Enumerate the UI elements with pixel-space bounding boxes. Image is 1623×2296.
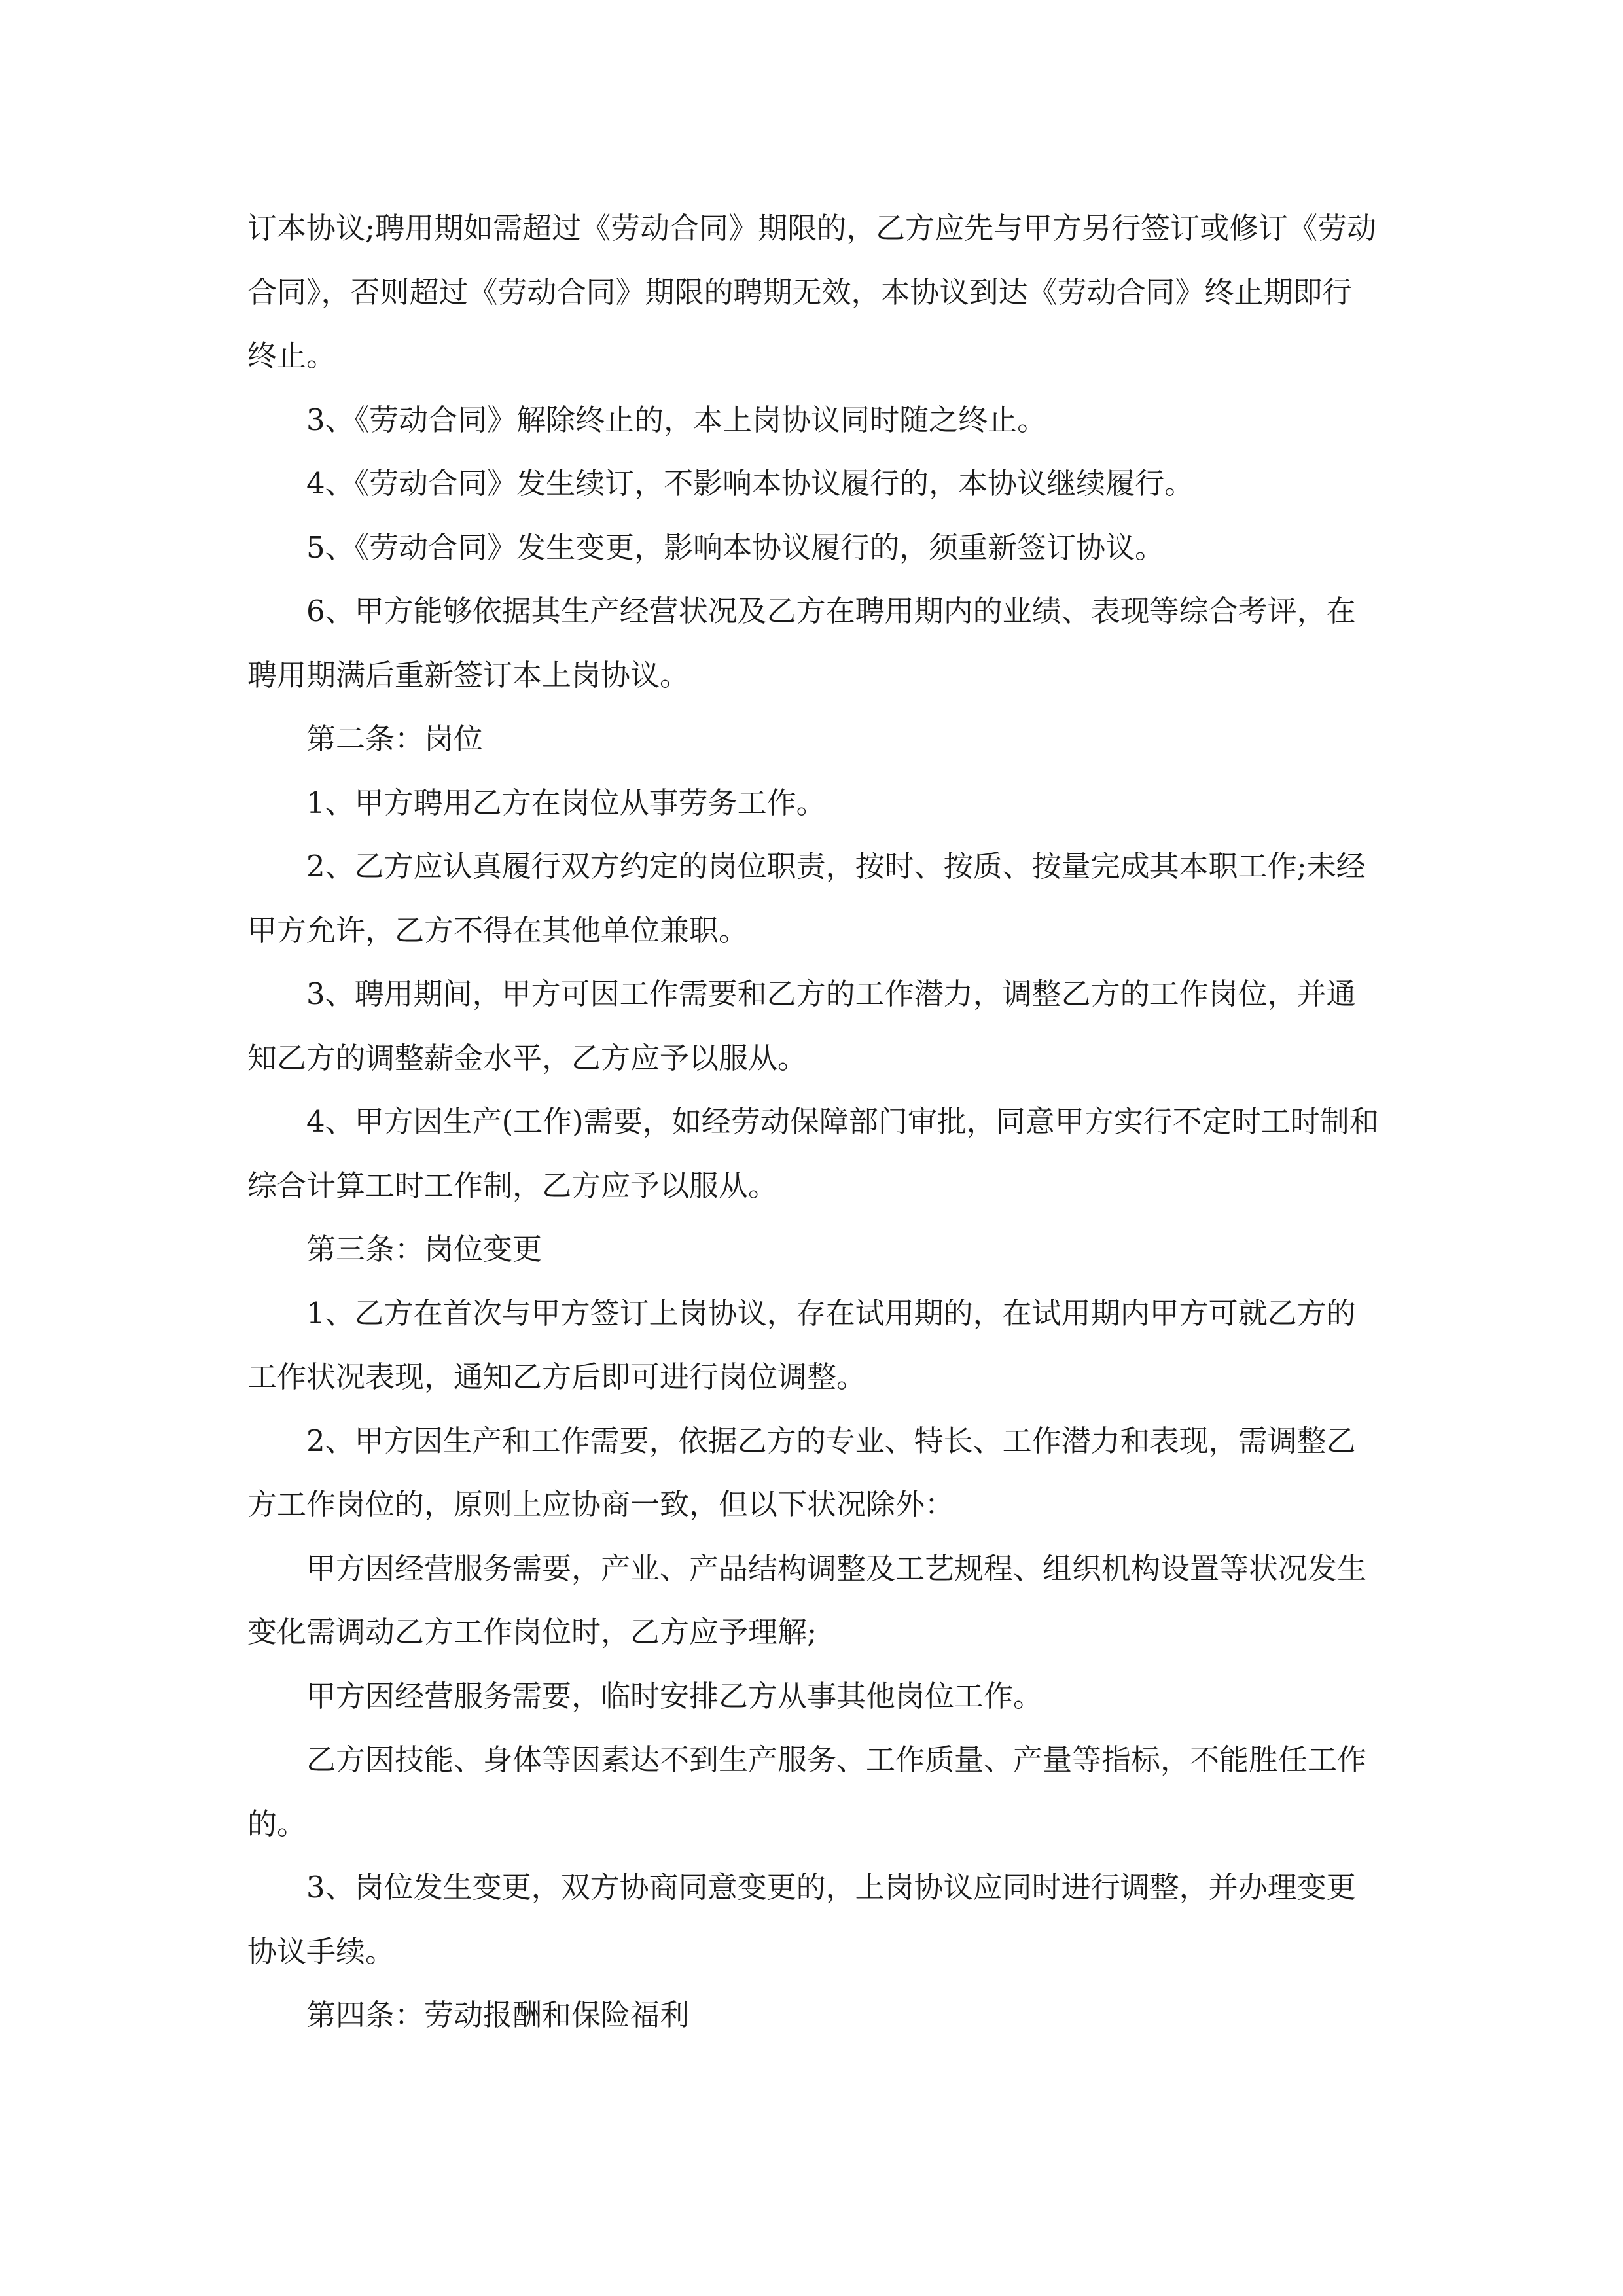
article-3-item-3: 3、岗位发生变更，双方协商同意变更的，上岗协议应同时进行调整，并办理变更协议手续。 [247, 1870, 1356, 1969]
paragraph-continuation: 订本协议;聘用期如需超过《劳动合同》期限的，乙方应先与甲方另行签订或修订《劳动合同》，否则超过《劳动合同》期限的聘期无效，本协议到达《劳动合同》终止期即行终止。 [247, 211, 1377, 373]
clause-item-3: 3、《劳动合同》解除终止的，本上岗协议同时随之终止。 [306, 402, 1047, 437]
article-2-item-3: 3、聘用期间，甲方可因工作需要和乙方的工作潜力，调整乙方的工作岗位，并通知乙方的调整薪金水平，乙方应予以服从。 [247, 977, 1356, 1075]
article-2-item-1: 1、甲方聘用乙方在岗位从事劳务工作。 [306, 785, 826, 820]
article-3-item-2: 2、甲方因生产和工作需要，依据乙方的专业、特长、工作潜力和表现，需调整乙方工作岗位的，原则上应协商一致，但以下状况除外： [247, 1423, 1356, 1522]
article-3-sub-item-b: 甲方因经营服务需要，临时安排乙方从事其他岗位工作。 [306, 1678, 1043, 1713]
article-2-item-2: 2、乙方应认真履行双方约定的岗位职责，按时、按质、按量完成其本职工作;未经甲方允许，乙方不得在其他单位兼职。 [247, 849, 1366, 948]
clause-item-4: 4、《劳动合同》发生续订，不影响本协议履行的，本协议继续履行。 [306, 466, 1194, 501]
clause-item-6: 6、甲方能够依据其生产经营状况及乙方在聘用期内的业绩、表现等综合考评，在聘用期满后重新签订本上岗协议。 [247, 594, 1356, 692]
article-heading-3: 第三条：岗位变更 [306, 1232, 543, 1266]
article-heading-4: 第四条：劳动报酬和保险福利 [306, 1998, 690, 2032]
document-body [247, 196, 1381, 2047]
clause-item-5: 5、《劳动合同》发生变更，影响本协议履行的，须重新签订协议。 [306, 529, 1165, 565]
article-2-item-4: 4、甲方因生产(工作)需要，如经劳动保障部门审批，同意甲方实行不定时工时制和综合计算工时工作制，乙方应予以服从。 [247, 1104, 1379, 1203]
article-heading-2: 第二条：岗位 [306, 721, 484, 756]
article-3-sub-item-c: 乙方因技能、身体等因素达不到生产服务、工作质量、产量等指标，不能胜任工作的。 [247, 1742, 1367, 1841]
article-3-sub-item-a: 甲方因经营服务需要，产业、产品结构调整及工艺规程、组织机构设置等状况发生变化需调动乙方工作岗位时，乙方应予理解; [247, 1551, 1367, 1649]
article-3-item-1: 1、乙方在首次与甲方签订上岗协议，存在试用期的，在试用期内甲方可就乙方的工作状况表现，通知乙方后即可进行岗位调整。 [247, 1295, 1356, 1394]
